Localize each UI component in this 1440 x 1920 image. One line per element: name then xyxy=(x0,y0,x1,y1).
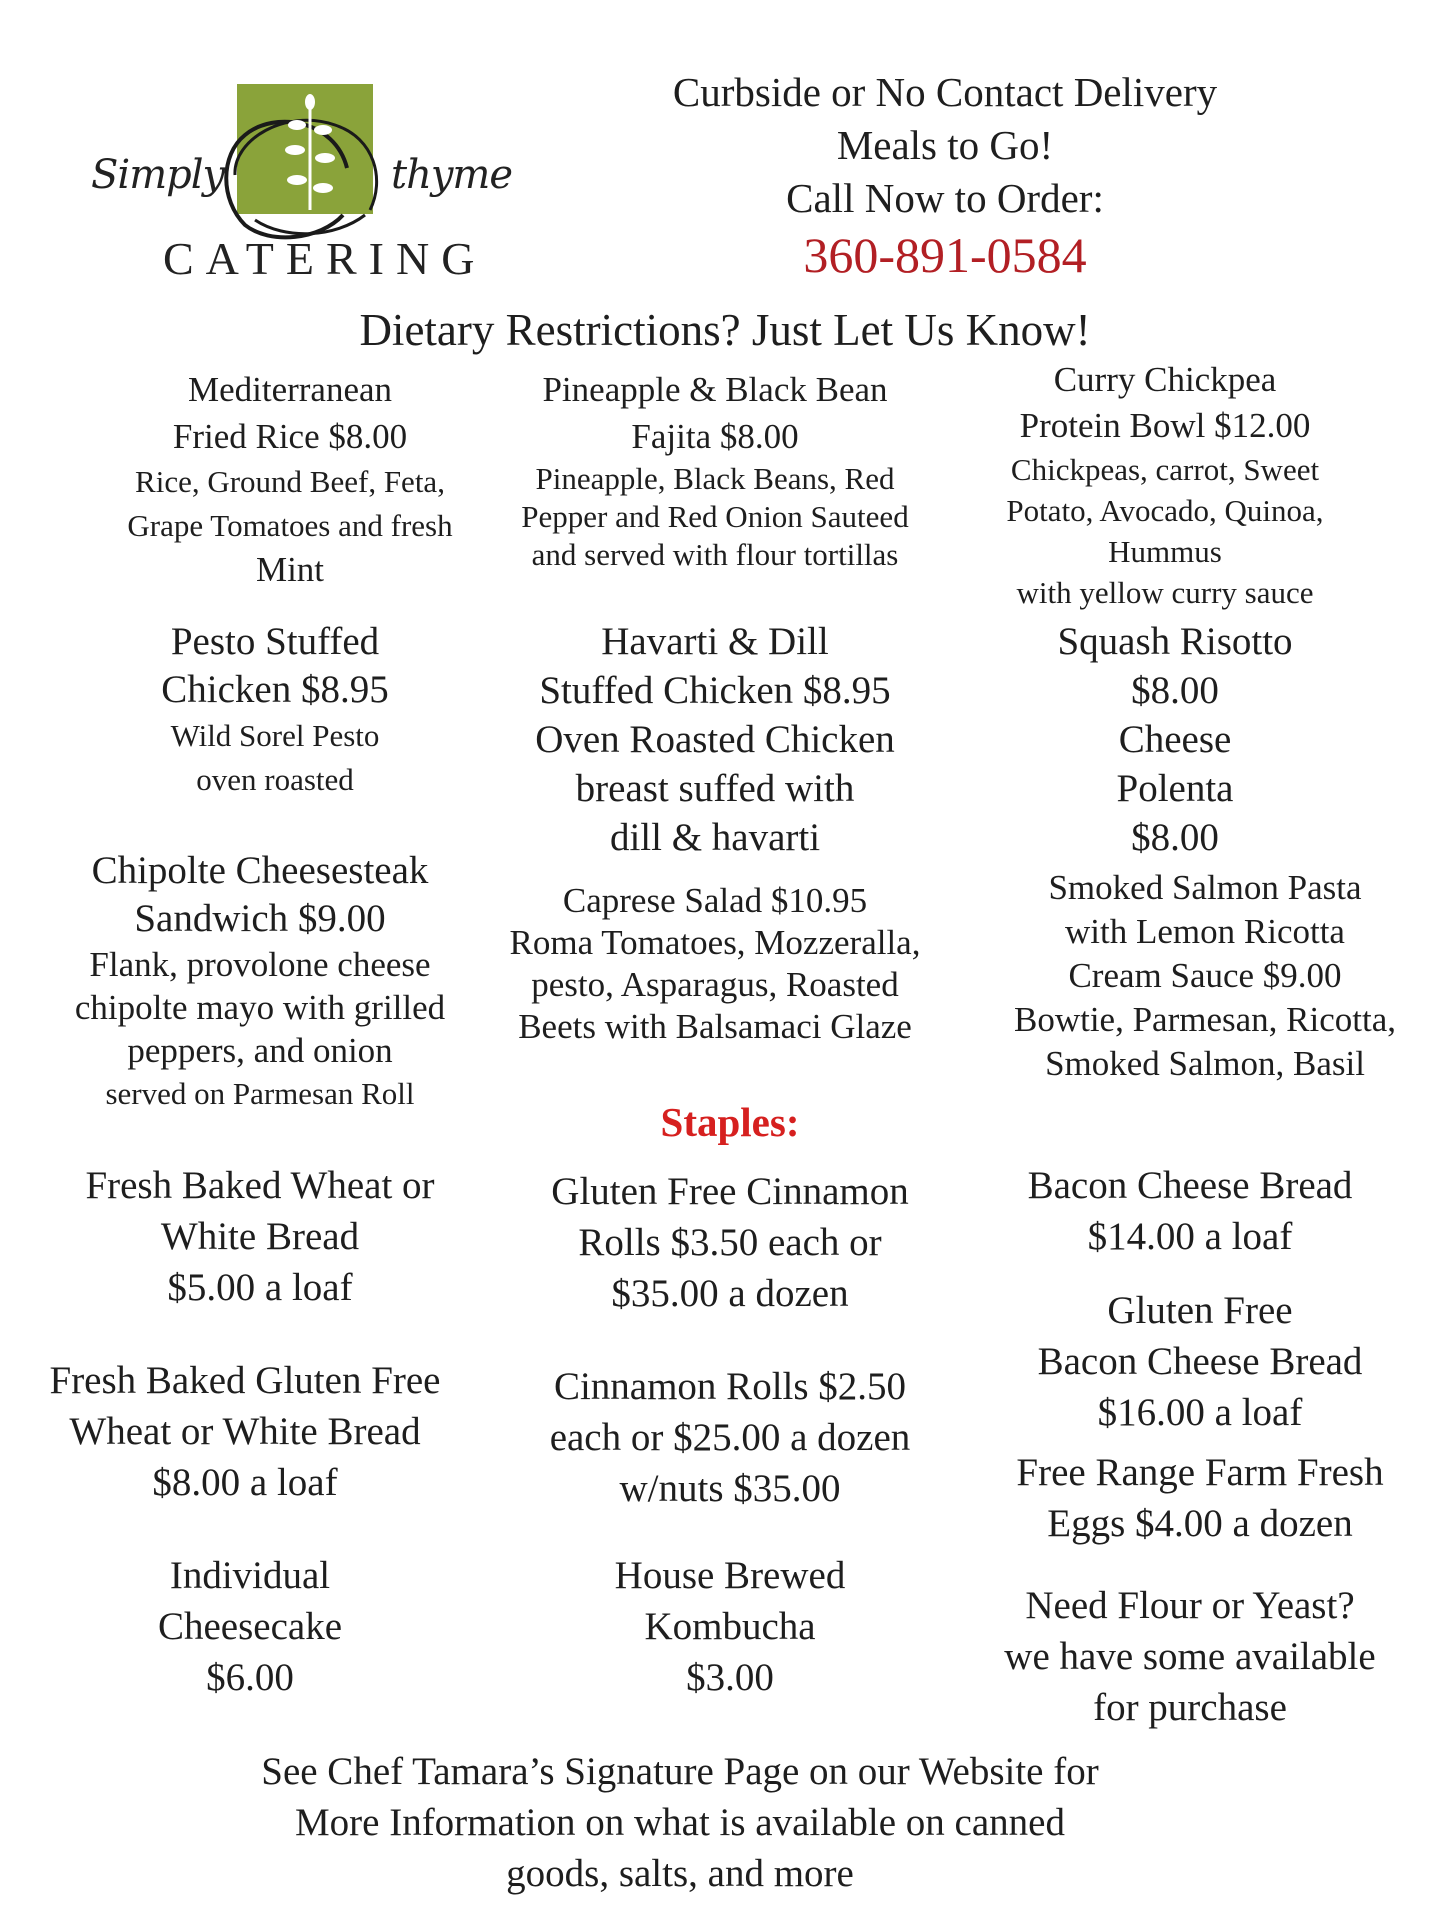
staple-gluten-free-bread xyxy=(15,1355,475,1508)
menu-item-title: with Lemon Ricotta xyxy=(1065,912,1345,951)
menu-item-chipolte-cheesesteak xyxy=(30,847,490,1115)
staple-line: Fresh Baked Wheat or xyxy=(85,1164,435,1207)
menu-item-title: Cream Sauce $9.00 xyxy=(1068,956,1342,995)
menu-item-line: Stuffed Chicken $8.95 xyxy=(539,669,891,712)
staple-bacon-cheese-bread xyxy=(960,1160,1420,1262)
staple-line: Gluten Free Cinnamon xyxy=(551,1170,909,1213)
menu-item-desc: peppers, and onion xyxy=(127,1031,393,1070)
menu-item-line: Cheese xyxy=(1118,718,1232,761)
staple-line: $14.00 a loaf xyxy=(1087,1215,1293,1258)
delivery-line: Curbside or No Contact Delivery xyxy=(672,69,1218,115)
menu-item-desc: Flank, provolone cheese xyxy=(89,945,431,984)
footer-note xyxy=(180,1746,1180,1899)
staple-line: Eggs $4.00 a dozen xyxy=(1047,1502,1353,1545)
staple-line: Individual xyxy=(169,1554,331,1597)
menu-item-desc: pesto, Asparagus, Roasted xyxy=(531,965,899,1004)
menu-item-desc: Hummus xyxy=(1108,534,1222,569)
logo-word-catering: CATERING xyxy=(163,233,487,284)
menu-item-line: Oven Roasted Chicken xyxy=(535,718,895,761)
menu-item-desc: Rice, Ground Beef, Feta, xyxy=(135,464,445,499)
footer-line: See Chef Tamara’s Signature Page on our Website for xyxy=(261,1750,1099,1793)
menu-item-title: Caprese Salad $10.95 xyxy=(562,881,868,920)
menu-item-line: Havarti & Dill xyxy=(601,620,829,663)
staple-cheesecake xyxy=(50,1550,450,1703)
menu-item-curry-chickpea xyxy=(930,357,1400,613)
staple-line: Kombucha xyxy=(644,1605,816,1648)
logo-word-thyme: thyme xyxy=(391,152,513,198)
menu-item-desc: Grape Tomatoes and fresh xyxy=(127,508,453,543)
staple-line: for purchase xyxy=(1093,1686,1287,1729)
menu-item-title: Mediterranean xyxy=(187,370,393,409)
menu-item-havarti-chicken xyxy=(495,617,935,862)
menu-item-desc: Wild Sorel Pesto xyxy=(170,718,380,753)
menu-item-title: Fried Rice $8.00 xyxy=(172,417,408,456)
menu-item-desc: oven roasted xyxy=(196,762,354,797)
menu-item-desc: and served with flour tortillas xyxy=(531,537,899,572)
footer-line: goods, salts, and more xyxy=(506,1852,854,1895)
staple-gluten-free-bacon-cheese-bread xyxy=(970,1285,1430,1438)
staple-line: $8.00 a loaf xyxy=(152,1461,338,1504)
logo-word-simply: Simply xyxy=(91,152,225,198)
staple-line: Bacon Cheese Bread xyxy=(1027,1164,1353,1207)
menu-item-title: Pesto Stuffed xyxy=(170,620,380,663)
staple-line: $6.00 xyxy=(206,1656,294,1699)
staple-line: White Bread xyxy=(160,1215,360,1258)
dietary-note: Dietary Restrictions? Just Let Us Know! xyxy=(359,305,1091,355)
staple-line: $5.00 a loaf xyxy=(167,1266,353,1309)
menu-item-smoked-salmon-pasta xyxy=(985,866,1425,1086)
order-header xyxy=(600,66,1290,285)
menu-item-pesto-chicken xyxy=(50,618,500,802)
staple-flour-yeast xyxy=(960,1580,1420,1733)
staple-line: Fresh Baked Gluten Free xyxy=(49,1359,441,1402)
menu-item-desc: Chickpeas, carrot, Sweet xyxy=(1010,452,1320,487)
staple-farm-fresh-eggs xyxy=(970,1447,1430,1549)
staple-line: Wheat or White Bread xyxy=(69,1410,421,1453)
menu-item-title: Pineapple & Black Bean xyxy=(542,370,888,409)
menu-item-line: Polenta xyxy=(1116,767,1234,810)
menu-item-desc: Smoked Salmon, Basil xyxy=(1045,1044,1365,1083)
menu-item-title: Curry Chickpea xyxy=(1053,360,1277,399)
menu-item-desc: chipolte mayo with grilled xyxy=(74,988,446,1027)
staple-cinnamon-rolls xyxy=(505,1361,955,1514)
menu-item-title: Sandwich $9.00 xyxy=(134,897,386,940)
staple-line: Cinnamon Rolls $2.50 xyxy=(553,1365,907,1408)
menu-item-desc: Mint xyxy=(255,550,325,589)
staple-line: Rolls $3.50 each or xyxy=(578,1221,882,1264)
staple-line: House Brewed xyxy=(614,1554,846,1597)
staple-kombucha xyxy=(530,1550,930,1703)
menu-item-desc: Bowtie, Parmesan, Ricotta, xyxy=(1013,1000,1396,1039)
menu-item-desc: Pineapple, Black Beans, Red xyxy=(535,461,895,496)
staple-line: each or $25.00 a dozen xyxy=(549,1416,911,1459)
staple-line: Gluten Free xyxy=(1107,1289,1293,1332)
menu-item-title: Smoked Salmon Pasta xyxy=(1048,868,1362,907)
staple-line: $35.00 a dozen xyxy=(611,1272,849,1315)
menu-item-title: Chicken $8.95 xyxy=(161,668,389,711)
staple-line: Bacon Cheese Bread xyxy=(1037,1340,1363,1383)
staple-line: $16.00 a loaf xyxy=(1097,1391,1303,1434)
simply-thyme-logo xyxy=(85,80,515,290)
menu-item-desc: Roma Tomatoes, Mozzeralla, xyxy=(509,923,921,962)
menu-item-line: $8.00 xyxy=(1131,816,1219,859)
menu-item-title: Chipolte Cheesesteak xyxy=(91,849,429,892)
staple-line: Need Flour or Yeast? xyxy=(1025,1584,1355,1627)
menu-item-title: Fajita $8.00 xyxy=(631,417,799,456)
phone-number[interactable]: 360-891-0584 xyxy=(803,227,1087,283)
menu-item-line: Squash Risotto xyxy=(1057,620,1293,663)
staple-line: Cheesecake xyxy=(157,1605,343,1648)
menu-item-desc: Pepper and Red Onion Sauteed xyxy=(521,499,909,534)
menu-item-squash-risotto xyxy=(955,617,1395,862)
menu-item-line: dill & havarti xyxy=(609,816,821,859)
meals-to-go-line: Meals to Go! xyxy=(836,122,1054,168)
menu-item-fajita xyxy=(495,366,935,574)
staple-wheat-bread xyxy=(30,1160,490,1313)
menu-item-mediterranean xyxy=(60,366,520,592)
staple-line: $3.00 xyxy=(686,1656,774,1699)
menu-item-desc: with yellow curry sauce xyxy=(1016,575,1314,610)
menu-item-desc: served on Parmesan Roll xyxy=(105,1076,415,1111)
menu-item-line: $8.00 xyxy=(1131,669,1219,712)
footer-line: More Information on what is available on canned xyxy=(294,1801,1065,1844)
menu-item-line: breast suffed with xyxy=(575,767,855,810)
staple-line: Free Range Farm Fresh xyxy=(1016,1451,1384,1494)
menu-item-title: Protein Bowl $12.00 xyxy=(1019,406,1311,445)
menu-item-caprese-salad xyxy=(485,880,945,1048)
menu-item-desc: Beets with Balsamaci Glaze xyxy=(518,1007,912,1046)
menu-item-desc: Potato, Avocado, Quinoa, xyxy=(1006,493,1324,528)
staple-line: w/nuts $35.00 xyxy=(619,1467,841,1510)
staple-line: we have some available xyxy=(1004,1635,1376,1678)
staple-gluten-free-cinnamon-rolls xyxy=(505,1166,955,1319)
staples-heading: Staples: xyxy=(660,1099,800,1145)
call-to-order-line: Call Now to Order: xyxy=(786,175,1104,221)
